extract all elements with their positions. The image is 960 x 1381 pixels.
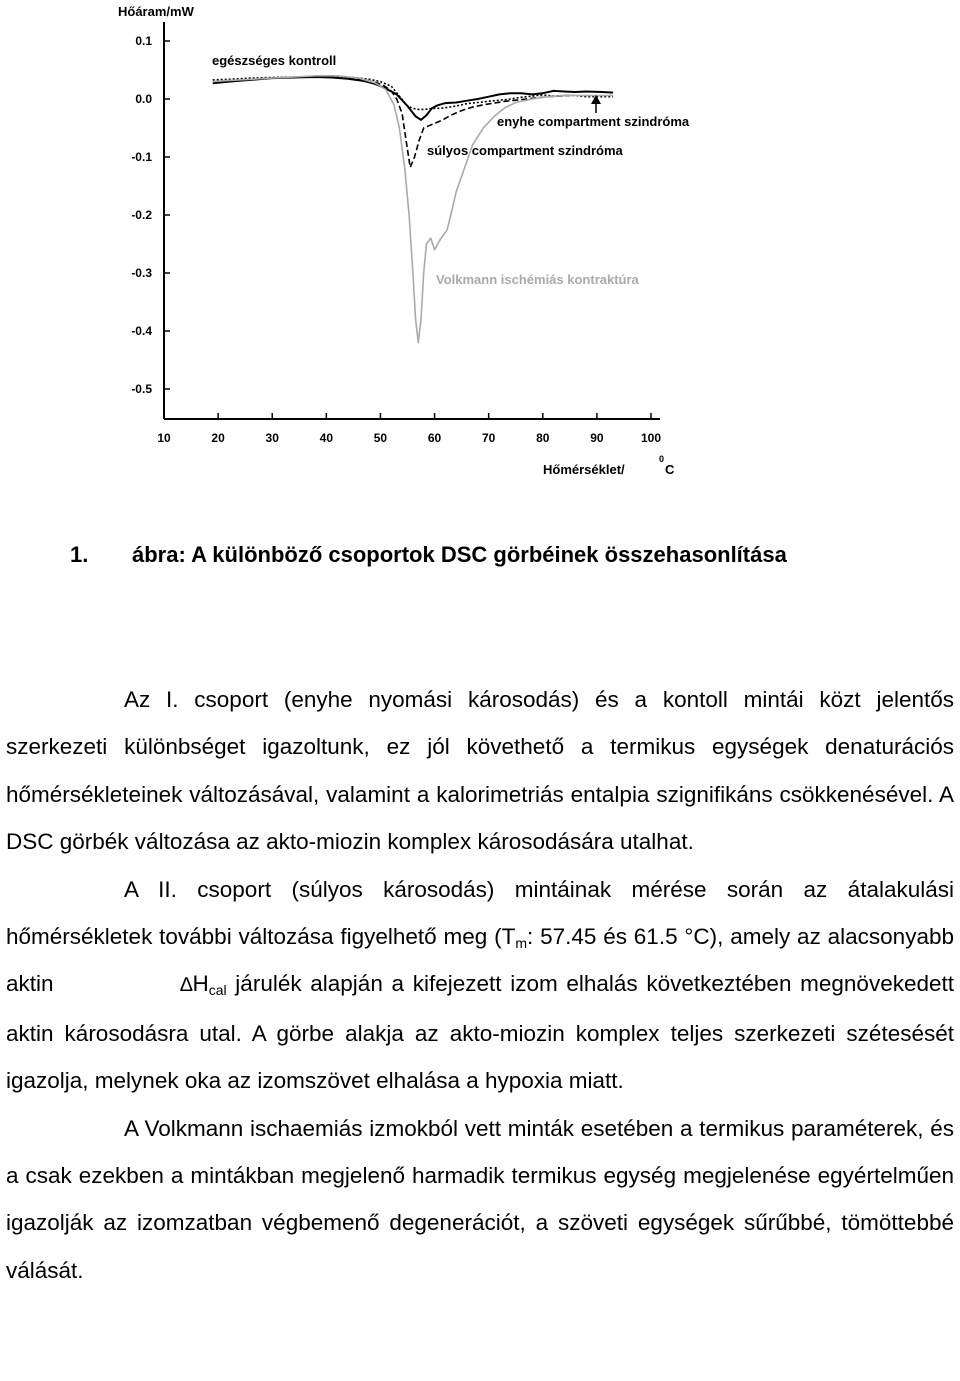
figure-caption-text: ábra: A különböző csoportok DSC görbéinek összehasonlítása [132, 542, 787, 567]
p2-text-d: H [192, 971, 209, 997]
y-tick-label: 0.0 [135, 92, 152, 106]
series-line-2 [213, 77, 613, 109]
x-tick-label: 90 [590, 431, 604, 445]
y-tick-label: -0.5 [131, 382, 152, 396]
y-tick-label: 0.1 [135, 34, 152, 48]
x-tick-label: 10 [157, 431, 171, 445]
subscript-cal: cal [208, 982, 227, 999]
annotation-label-1: egészséges kontroll [212, 53, 337, 68]
x-tick-label: 40 [319, 431, 334, 445]
subscript-m: m [515, 935, 528, 952]
degree-symbol: ° [684, 924, 694, 950]
annotation-label-2: enyhe compartment szindróma [497, 114, 690, 129]
x-tick-label: 20 [211, 431, 225, 445]
paragraph-3: A Volkmann ischaemiás izmokból vett minták esetében a termikus paraméterek, és a csak ezekben a mintákban megjelenő harmadik termikus egység megjelenése egyértelműen igazolják az izomzatban végbemenő degenerációt, a szöveti egységek sűrűbbé, tömöttebbé válását. [6, 1115, 954, 1283]
chart-labels [118, 4, 690, 477]
p2-text-e: járulék alapján a kifejezett izom elhalás következtében megnövekedett aktin károsodásra utal. A görbe alakja az akto-miozin komplex teljes szerkezeti szétesését igazolja, melynek oka az izomszövet elhalása a hypoxia miatt. [6, 971, 954, 1094]
x-tick-label: 100 [640, 431, 662, 445]
y-tick-label: -0.2 [131, 208, 152, 222]
p2-text-c: C), amely az alacsonyabb aktin [6, 924, 954, 997]
body-text [6, 676, 954, 1294]
x-axis-title: Hőmérséklet/ [543, 462, 625, 477]
x-tick-label: 60 [427, 431, 442, 445]
paragraph-2 [6, 866, 954, 1105]
x-axis-unit-superscript: 0 [659, 454, 665, 464]
paragraph-1: Az I. csoport (enyhe nyomási károsodás) és a kontoll mintái közt jelentős szerkezeti különbséget igazoltunk, ez jól követhető a termikus egységek denaturációs hőmérsékleteinek változásával, valamint a kalorimetriás entalpia szignifikáns csökkenésével. A DSC görbék változása az akto-miozin komplex károsodására utalhat. [6, 687, 954, 855]
y-tick-label: -0.4 [131, 324, 152, 338]
figure-caption [70, 542, 787, 568]
y-axis-title: Hőáram/mW [118, 4, 194, 19]
x-tick-label: 70 [481, 431, 496, 445]
y-tick-label: -0.1 [131, 150, 152, 164]
p2-text-a: A II. csoport (súlyos károsodás) mintáinak mérése során az átalakulási hőmérsékletek további változása figyelhető meg (T [6, 876, 954, 950]
delta-symbol: ∆ [180, 974, 193, 997]
x-axis-unit: C [665, 462, 675, 477]
annotation-label-4: Volkmann ischémiás kontraktúra [436, 272, 639, 287]
annotation-label-3: súlyos compartment szindróma [427, 143, 623, 158]
y-tick-label: -0.3 [131, 266, 152, 280]
x-tick-label: 50 [373, 431, 388, 445]
x-tick-label: 80 [536, 431, 550, 445]
p2-text-b: : 57.45 és 61.5 [527, 924, 685, 950]
dsc-chart [0, 0, 960, 490]
x-tick-label: 30 [265, 431, 279, 445]
figure-number: 1. [70, 542, 89, 567]
